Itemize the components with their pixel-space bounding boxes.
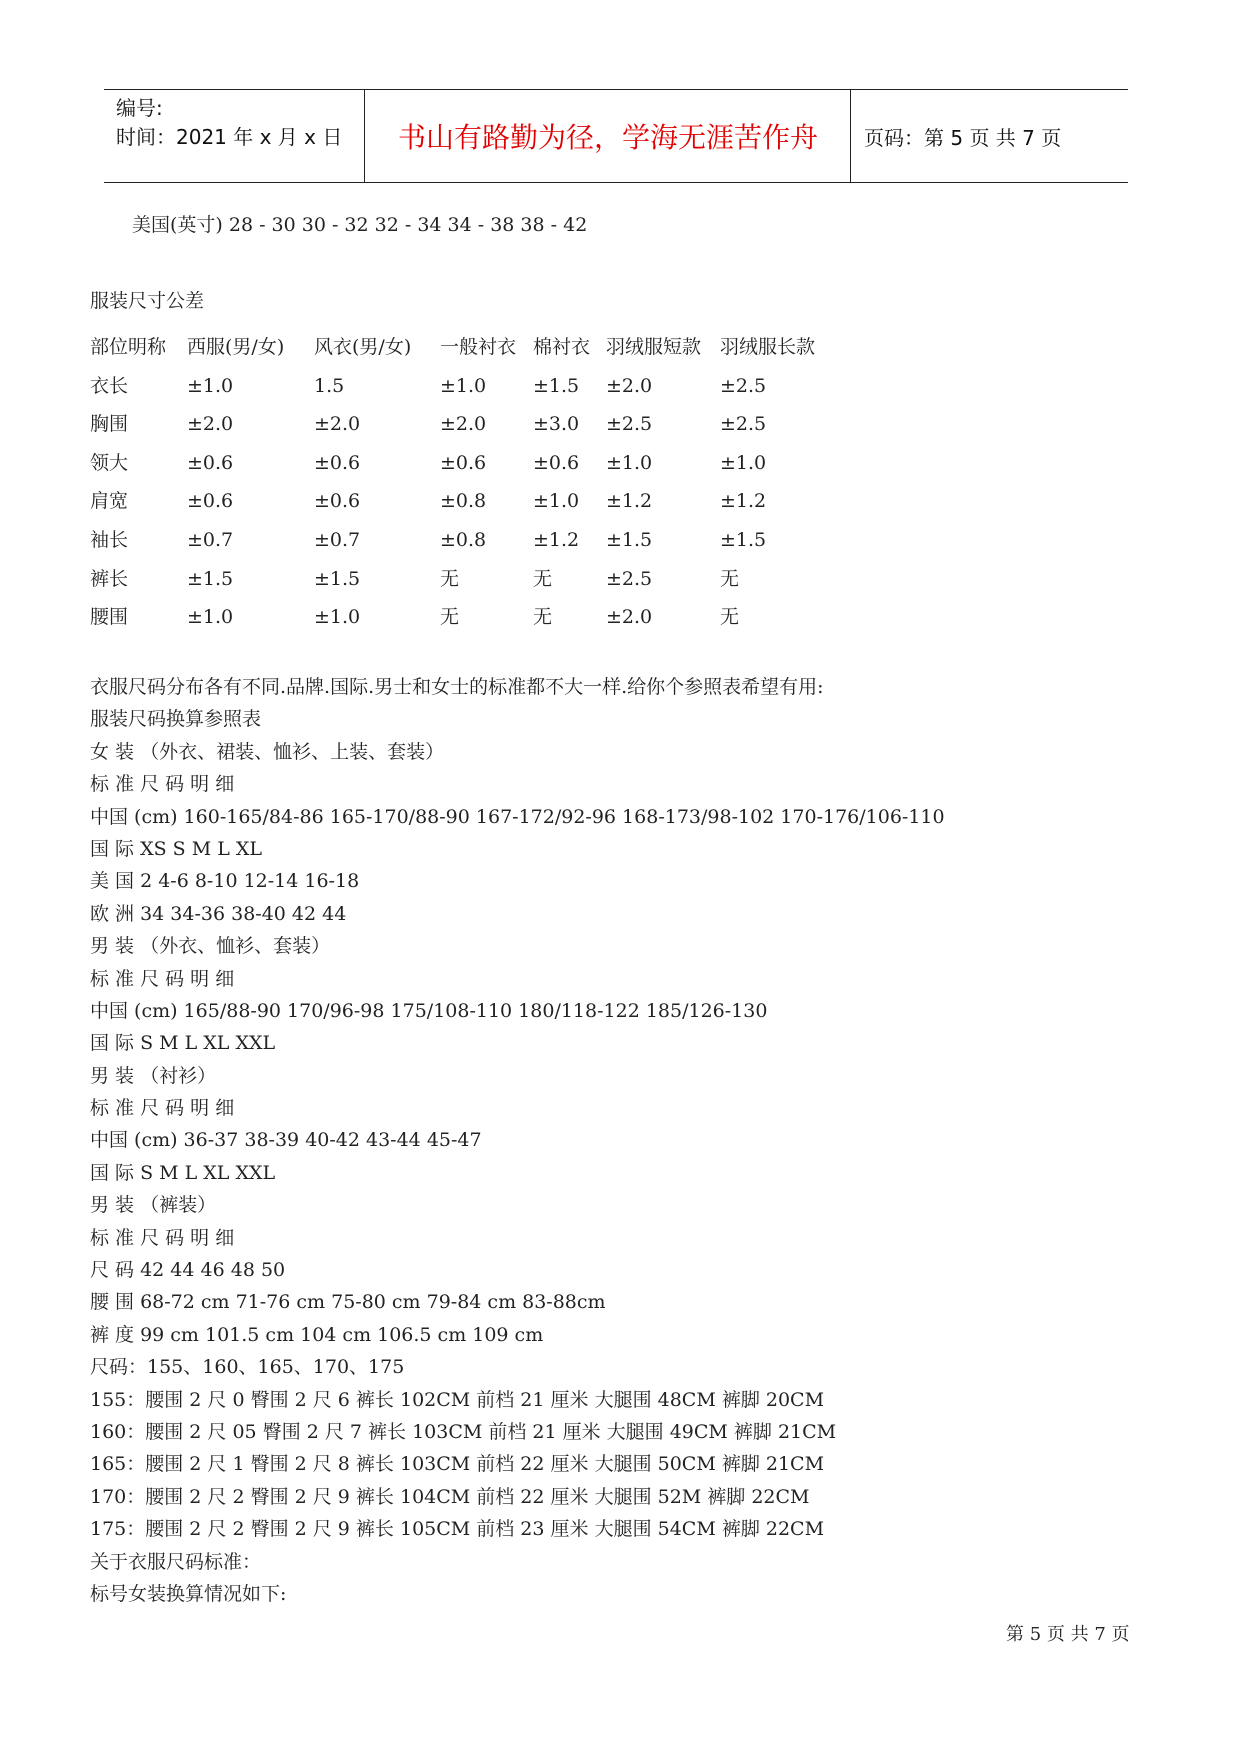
text-line: 标 准 尺 码 明 细 [90,1097,235,1120]
tolerance-cell: 裤长 [90,567,129,590]
text-line: 国 际 XS S M L XL [90,837,263,860]
tolerance-cell: ±1.5 [606,528,653,551]
text-line: 欧 洲 34 34-36 38-40 42 44 [90,902,347,925]
tolerance-cell: ±0.6 [533,451,580,474]
text-line: 标 准 尺 码 明 细 [90,773,235,796]
tolerance-cell: ±0.6 [440,451,487,474]
tolerance-cell: ±1.2 [720,490,767,513]
tolerance-cell: ±2.5 [720,374,767,397]
text-line: 腰 围 68-72 cm 71-76 cm 75-80 cm 79-84 cm 83-88cm [90,1291,606,1314]
tolerance-cell: ±0.7 [314,528,361,551]
tolerance-cell: 无 [440,567,460,590]
page-header [104,89,1128,183]
header-meta [116,94,342,152]
tolerance-cell: ±0.6 [314,490,361,513]
tolerance-header-cell: 风衣(男/女) [314,336,412,358]
tolerance-cell: 腰围 [90,606,129,629]
tolerance-cell: 无 [440,606,460,629]
tolerance-cell: ±1.5 [187,567,234,590]
header-motto: 书山有路勤为径，学海无涯苦作舟 [397,121,818,154]
tolerance-cell: ±1.0 [187,374,234,397]
tolerance-title: 服装尺寸公差 [90,290,205,312]
text-line: 衣服尺码分布各有不同.品牌.国际.男士和女士的标准都不大一样.给你个参照表希望有用: [90,676,824,698]
tolerance-cell: 衣长 [90,374,129,397]
tolerance-cell: ±2.0 [187,413,234,436]
tolerance-cell: ±1.2 [533,528,580,551]
tolerance-header-cell: 羽绒服长款 [720,336,816,358]
tolerance-cell: ±0.6 [314,451,361,474]
tolerance-cell: ±1.5 [720,528,767,551]
text-line: 女 装 （外衣、裙装、恤衫、上装、套装） [90,740,445,763]
tolerance-cell: 无 [533,606,553,629]
text-line: 中国 (cm) 160-165/84-86 165-170/88-90 167-172/92-96 168-173/98-102 170-176/106-110 [90,805,945,828]
tolerance-cell: ±2.0 [606,374,653,397]
header-divider [364,90,365,182]
text-line: 裤 度 99 cm 101.5 cm 104 cm 106.5 cm 109 cm [90,1323,544,1346]
text-line: 标 准 尺 码 明 细 [90,967,235,990]
tolerance-cell: 胸围 [90,413,129,436]
tolerance-cell: 肩宽 [90,490,129,513]
tolerance-header-cell: 西服(男/女) [187,336,285,358]
tolerance-cell: ±2.0 [314,413,361,436]
document-number-label: 编号: [116,96,163,120]
tolerance-cell: ±0.6 [187,490,234,513]
tolerance-cell: ±1.5 [314,567,361,590]
text-line: 男 装 （裤装） [90,1194,217,1217]
tolerance-cell: ±0.6 [187,451,234,474]
header-divider [850,90,851,182]
tolerance-header-cell: 棉衬衣 [533,336,591,358]
tolerance-cell: ±1.0 [314,606,361,629]
tolerance-cell: 袖长 [90,528,129,551]
text-line: 175：腰围 2 尺 2 臀围 2 尺 9 裤长 105CM 前档 23 厘米 大腿围 54CM 裤脚 22CM [90,1518,825,1541]
tolerance-cell: ±0.8 [440,528,487,551]
tolerance-cell: ±1.0 [533,490,580,513]
tolerance-cell: 领大 [90,451,129,474]
text-line: 尺 码 42 44 46 48 50 [90,1259,286,1282]
tolerance-cell: ±2.0 [440,413,487,436]
text-line: 男 装 （衬衫） [90,1064,217,1087]
tolerance-cell: ±2.0 [606,606,653,629]
text-line: 中国 (cm) 165/88-90 170/96-98 175/108-110 180/118-122 185/126-130 [90,999,768,1022]
text-line: 155：腰围 2 尺 0 臀围 2 尺 6 裤长 102CM 前档 21 厘米 大腿围 48CM 裤脚 20CM [90,1388,825,1411]
text-line: 标号女装换算情况如下: [90,1582,287,1605]
header-page-info: 页码：第 5 页 共 7 页 [864,125,1062,150]
text-line: 美 国 2 4-6 8-10 12-14 16-18 [90,870,360,893]
text-line: 标 准 尺 码 明 细 [90,1226,235,1249]
tolerance-cell: ±1.0 [606,451,653,474]
text-line: 尺码：155、160、165、170、175 [90,1356,405,1379]
tolerance-cell: ±1.0 [720,451,767,474]
tolerance-cell: ±2.5 [606,413,653,436]
tolerance-cell: ±0.7 [187,528,234,551]
tolerance-cell: 无 [533,567,553,590]
tolerance-cell: ±1.0 [187,606,234,629]
text-line: 165：腰围 2 尺 1 臀围 2 尺 8 裤长 103CM 前档 22 厘米 大腿围 50CM 裤脚 21CM [90,1453,825,1476]
tolerance-header-cell: 一般衬衣 [440,336,517,358]
tolerance-cell: 无 [720,567,740,590]
page-footer: 第 5 页 共 7 页 [1006,1624,1130,1645]
tolerance-cell: ±1.2 [606,490,653,513]
tolerance-header-cell: 羽绒服短款 [606,336,702,358]
tolerance-cell: ±0.8 [440,490,487,513]
tolerance-cell: ±2.5 [720,413,767,436]
text-line: 男 装 （外衣、恤衫、套装） [90,935,331,958]
size-chart-text [90,674,945,1613]
text-line: 关于衣服尺码标准： [90,1550,262,1573]
text-line: 国 际 S M L XL XXL [90,1032,276,1055]
text-line: 160：腰围 2 尺 05 臀围 2 尺 7 裤长 103CM 前档 21 厘米 大腿围 49CM 裤脚 21CM [90,1420,837,1443]
tolerance-header-cell: 部位明称 [90,336,167,358]
tolerance-cell: ±3.0 [533,413,580,436]
text-line: 中国 (cm) 36-37 38-39 40-42 43-44 45-47 [90,1129,482,1152]
text-line: 国 际 S M L XL XXL [90,1161,276,1184]
document-time: 时间：2021 年 x 月 x 日 [116,125,343,149]
tolerance-cell: ±1.5 [533,374,580,397]
text-line: 服装尺码换算参照表 [90,708,262,731]
text-line: 170：腰围 2 尺 2 臀围 2 尺 9 裤长 104CM 前档 22 厘米 大腿围 52M 裤脚 22CM [90,1485,810,1508]
tolerance-cell: 1.5 [314,374,345,397]
tolerance-cell: ±1.0 [440,374,487,397]
tolerance-cell: 无 [720,606,740,629]
tolerance-cell: ±2.5 [606,567,653,590]
us-inch-size-line: 美国(英寸) 28 - 30 30 - 32 32 - 34 34 - 38 38 - 42 [132,214,588,236]
